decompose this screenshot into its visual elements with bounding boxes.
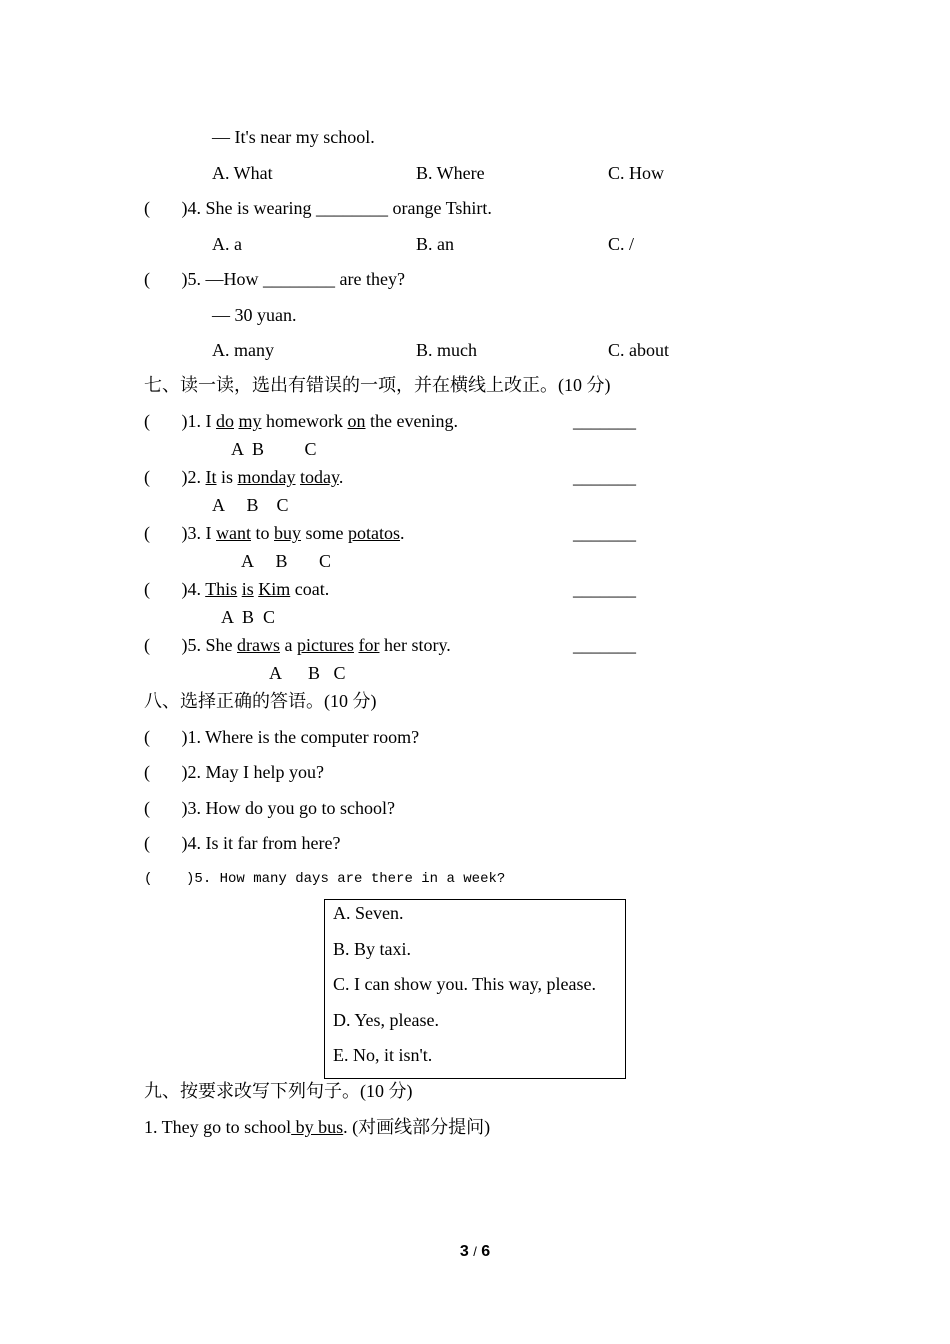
s7-option-letters: A B C — [212, 495, 289, 515]
s7-item-number: 3. I — [187, 523, 216, 543]
s7-text: a — [280, 635, 297, 655]
s8-question-1: ( )1. Where is the computer room? — [144, 727, 420, 747]
q4-option-a: A. a — [212, 234, 242, 254]
s7-underlined-word: monday — [237, 467, 296, 487]
s7-underlined-word: do — [216, 411, 234, 431]
s7-item: ( )3. I want to buy some potatos. — [144, 523, 405, 543]
q5-option-b: B. much — [416, 340, 477, 360]
s7-item: ( )4. This is Kim coat. — [144, 579, 330, 599]
answer-c: C. I can show you. This way, please. — [333, 974, 596, 994]
s8-question-text: 2. May I help you? — [187, 762, 324, 782]
q4-option-c: C. / — [608, 234, 635, 254]
s8-question-4: ( )4. Is it far from here? — [144, 833, 341, 853]
s7-underlined-word: for — [358, 635, 380, 655]
s7-underlined-word: on — [347, 411, 366, 431]
s8-question-text: 3. How do you go to school? — [187, 798, 395, 818]
s9-q1-pre: 1. They go to school — [144, 1117, 292, 1137]
s8-question-text: 5. How many days are there in a week? — [194, 871, 506, 887]
s8-question-2: ( )2. May I help you? — [144, 762, 324, 782]
s8-question-text: 4. Is it far from here? — [187, 833, 341, 853]
s7-text: homework — [261, 411, 348, 431]
section9-heading: 九、按要求改写下列句子。(10 分) — [144, 1081, 413, 1101]
s7-option-letters: A B C — [221, 607, 276, 627]
s7-underlined-word: my — [238, 411, 262, 431]
q5-option-a: A. many — [212, 340, 274, 360]
s7-option-letters: A B C — [269, 663, 346, 683]
s7-item-number: 4. — [187, 579, 206, 599]
s9-q1-post: . (对画线部分提问) — [343, 1117, 491, 1137]
s7-option-letters: A B C — [231, 439, 317, 459]
s9-question-1 — [144, 1116, 490, 1138]
q3-option-b: B. Where — [416, 163, 485, 183]
s7-item-number: 5. She — [187, 635, 237, 655]
s7-text: the evening. — [365, 411, 458, 431]
q4-option-b: B. an — [416, 234, 454, 254]
s7-answer-blank: _______ — [573, 523, 636, 543]
q5-answer-line: — 30 yuan. — [212, 305, 297, 325]
s7-item: ( )1. I do my homework on the evening. — [144, 411, 458, 431]
s8-question-5: ( )5. How many days are there in a week? — [144, 871, 506, 887]
s7-answer-blank: _______ — [573, 467, 636, 487]
s8-question-text: 1. Where is the computer room? — [187, 727, 420, 747]
answer-b: B. By taxi. — [333, 939, 412, 959]
s7-item-number: 2. — [187, 467, 206, 487]
s7-text: her story. — [379, 635, 451, 655]
answer-a: A. Seven. — [333, 903, 404, 923]
s7-text: . — [400, 523, 405, 543]
s7-option-letters: A B C — [241, 551, 332, 571]
page-number — [0, 1243, 950, 1261]
s7-underlined-word: It — [205, 467, 217, 487]
q5-option-c: C. about — [608, 340, 669, 360]
s7-text: some — [301, 523, 349, 543]
s9-q1-underlined: by bus — [291, 1117, 344, 1137]
s7-item: ( )2. It is monday today. — [144, 467, 344, 487]
s7-underlined-word: This — [205, 579, 238, 599]
s7-answer-blank: _______ — [573, 579, 636, 599]
s7-text: to — [251, 523, 275, 543]
s7-item-number: 1. I — [187, 411, 216, 431]
s7-underlined-word: buy — [274, 523, 302, 543]
q3-option-a: A. What — [212, 163, 273, 183]
s7-text: . — [338, 467, 344, 487]
q4-question: ( )4. She is wearing ________ orange Tshirt. — [144, 198, 492, 218]
page-separator: / — [473, 1244, 477, 1259]
answer-d: D. Yes, please. — [333, 1010, 439, 1030]
s7-underlined-word: draws — [237, 635, 280, 655]
q5-question: ( )5. —How ________ are they? — [144, 269, 405, 289]
s7-underlined-word: pictures — [297, 635, 354, 655]
answer-e: E. No, it isn't. — [333, 1045, 433, 1065]
q3-option-c: C. How — [608, 163, 665, 183]
q5-text: 5. —How ________ are they? — [187, 269, 405, 289]
page-total: 6 — [481, 1243, 491, 1260]
s7-answer-blank: _______ — [573, 411, 636, 431]
q4-text: 4. She is wearing ________ orange Tshirt. — [187, 198, 492, 218]
page-current: 3 — [459, 1243, 469, 1260]
s8-question-3: ( )3. How do you go to school? — [144, 798, 395, 818]
s7-item: ( )5. She draws a pictures for her story. — [144, 635, 451, 655]
s7-underlined-word: today — [300, 467, 339, 487]
s7-underlined-word: potatos — [348, 523, 401, 543]
s7-underlined-word: want — [216, 523, 251, 543]
section8-heading: 八、选择正确的答语。(10 分) — [144, 691, 377, 711]
s7-underlined-word: Kim — [258, 579, 291, 599]
s7-underlined-word: is — [241, 579, 254, 599]
q3-answer-line: — It's near my school. — [212, 127, 375, 147]
section7-heading: 七、读一读，选出有错误的一项，并在横线上改正。(10 分) — [144, 375, 611, 395]
s7-answer-blank: _______ — [573, 635, 636, 655]
s7-text: coat. — [290, 579, 330, 599]
s7-text: is — [216, 467, 238, 487]
